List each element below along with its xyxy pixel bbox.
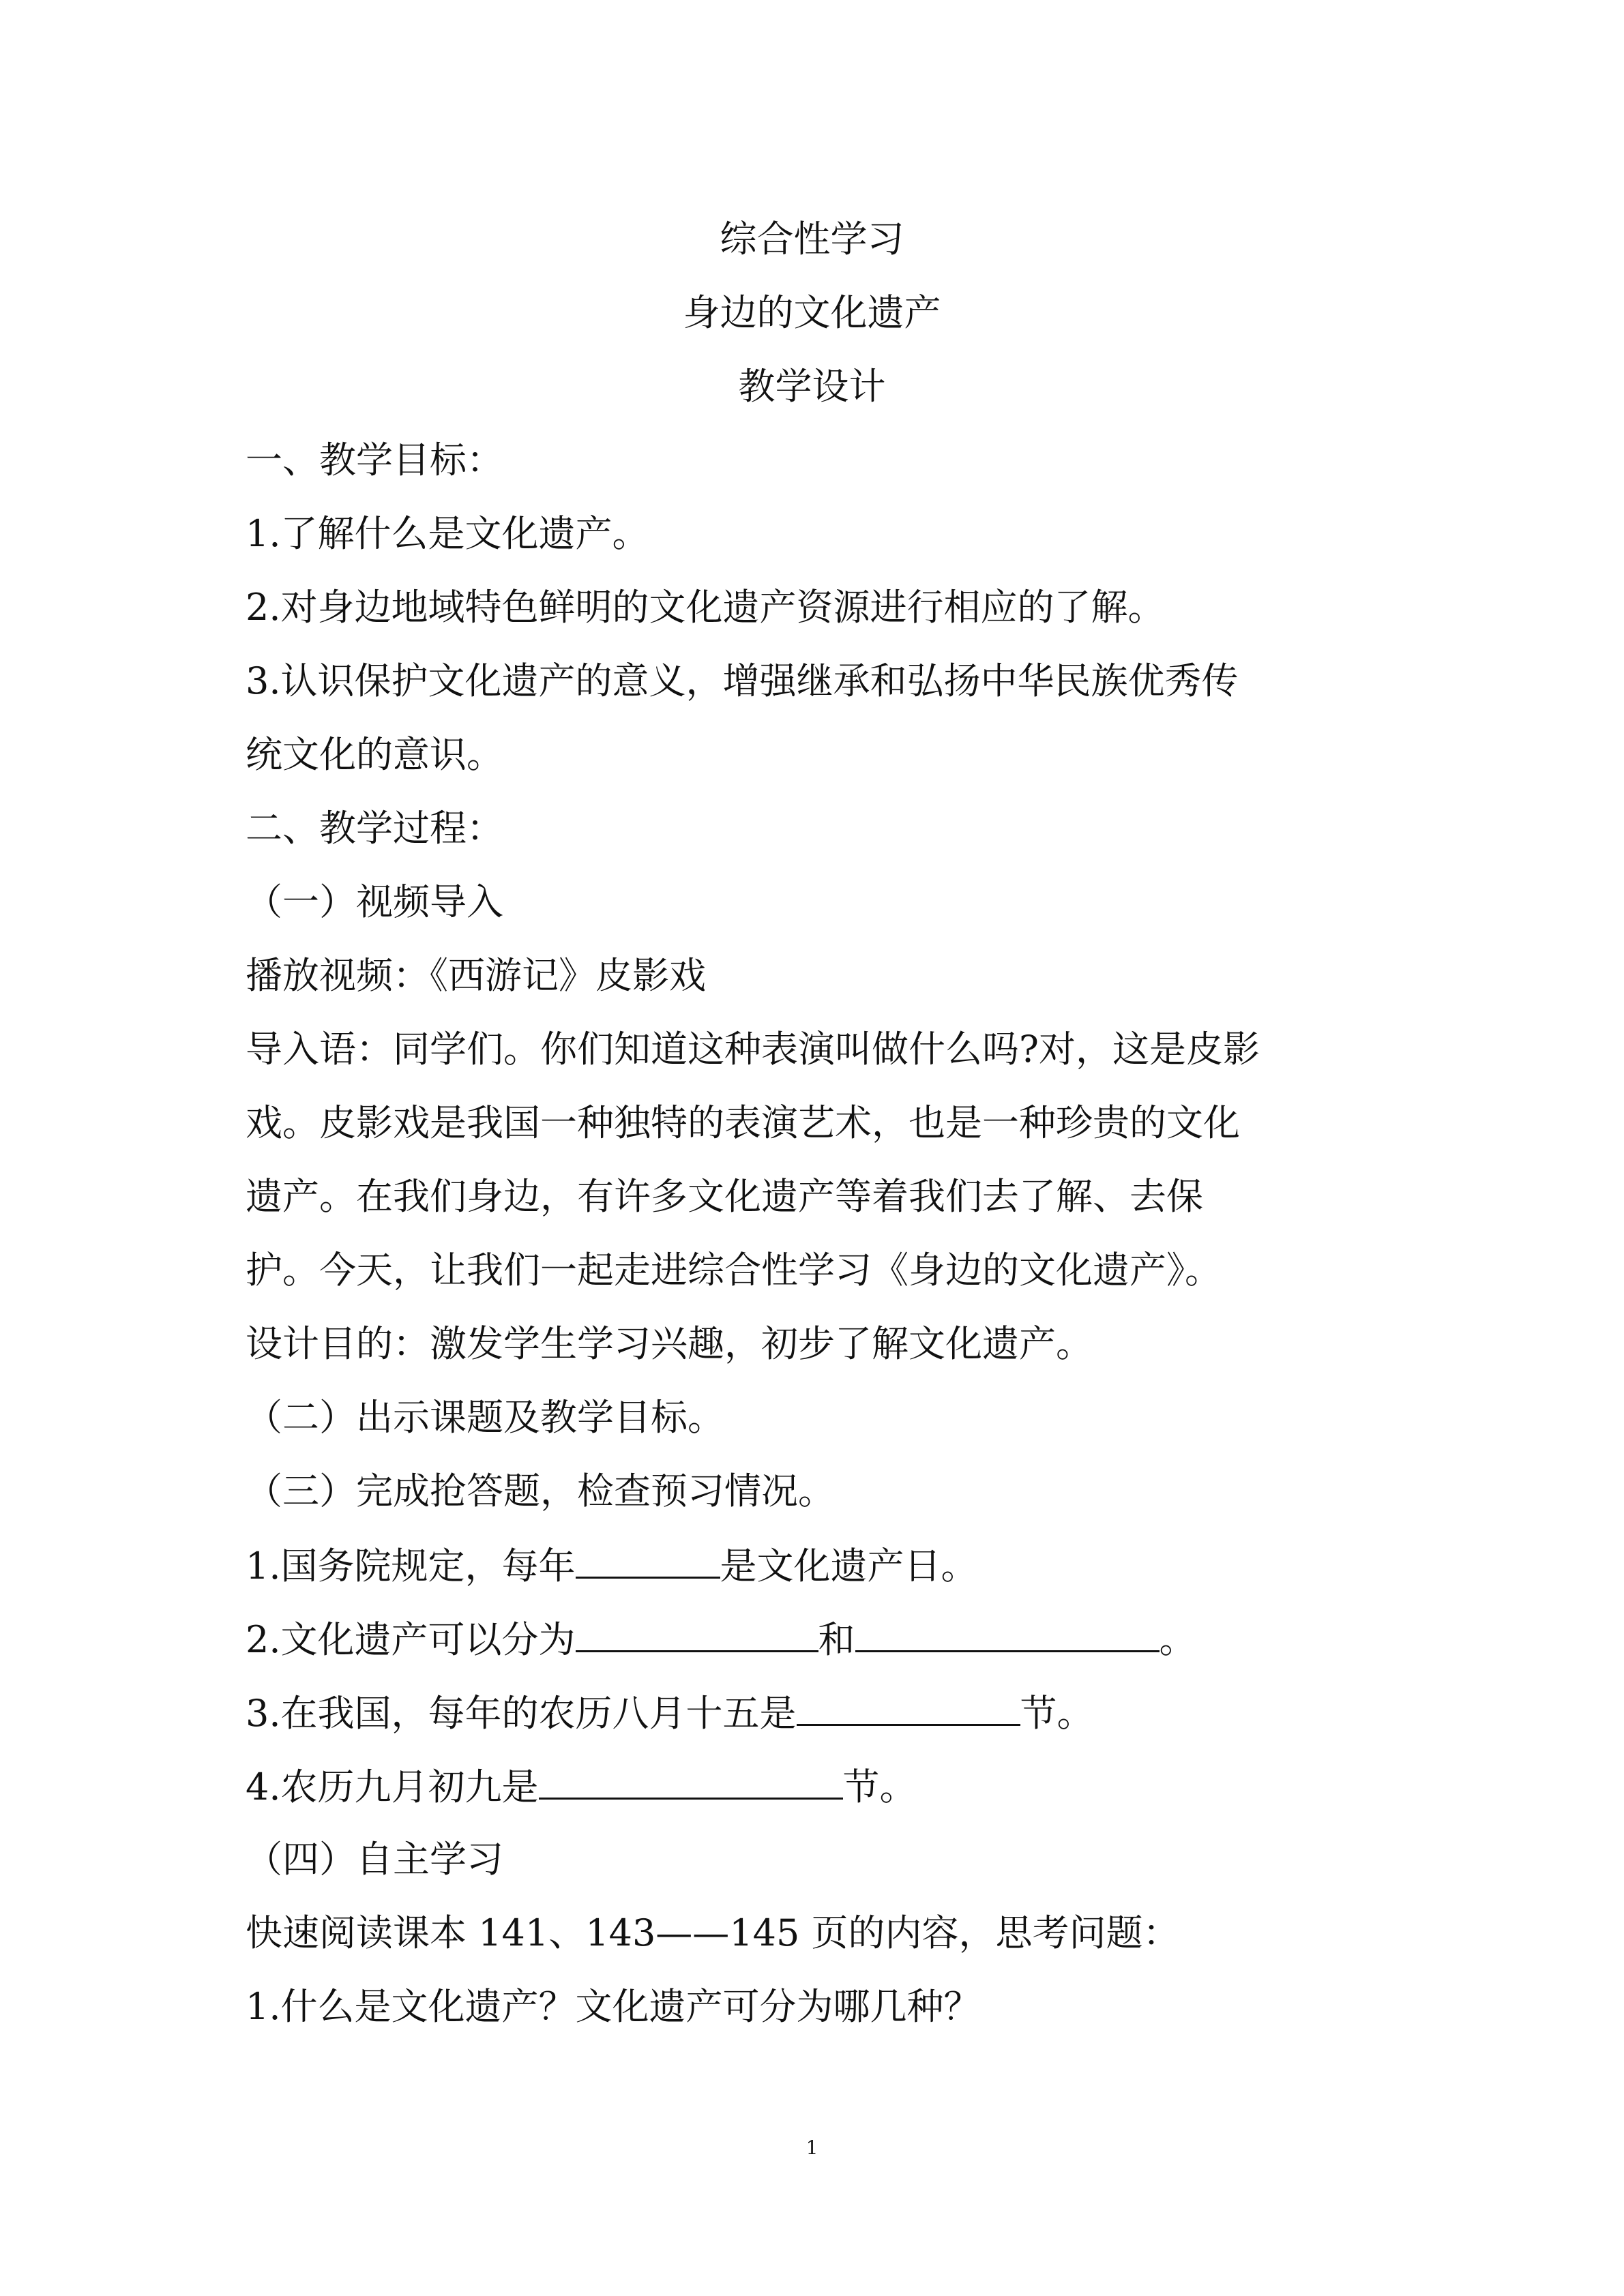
objective-3-line-1: 3.认识保护文化遗产的意义，增强继承和弘扬中华民族优秀传 bbox=[246, 659, 1239, 702]
fill-question-3-text: 3.在我国，每年的农历八月十五是 bbox=[246, 1692, 797, 1735]
objective-1: 1.了解什么是文化遗产。 bbox=[246, 512, 649, 555]
fill-question-3-tail: 节。 bbox=[1020, 1692, 1094, 1735]
objective-2: 2.对身边地域特色鲜明的文化遗产资源进行相应的了解。 bbox=[246, 586, 1165, 629]
fill-question-4 bbox=[246, 1762, 1405, 1811]
paragraph-intro-line-3: 遗产。在我们身边，有许多文化遗产等着我们去了解、去保 bbox=[246, 1175, 1203, 1218]
document-title-2: 身边的文化遗产 bbox=[683, 291, 941, 334]
fill-question-2-text: 2.文化遗产可以分为 bbox=[246, 1618, 576, 1661]
answer-blank-2a bbox=[576, 1615, 818, 1652]
answer-blank-1 bbox=[576, 1541, 720, 1579]
objective-3-line-2: 统文化的意识。 bbox=[246, 733, 503, 776]
study-question-1: 1.什么是文化遗产？文化遗产可分为哪几种？ bbox=[246, 1985, 981, 2028]
fill-question-1-tail: 是文化遗产日。 bbox=[720, 1545, 978, 1587]
section-heading-process: 二、教学过程： bbox=[246, 807, 503, 850]
subsection-video-intro: （一）视频导入 bbox=[246, 880, 503, 923]
fill-question-1-text: 1.国务院规定，每年 bbox=[246, 1545, 576, 1587]
fill-question-2 bbox=[246, 1615, 1405, 1664]
page-number: 1 bbox=[806, 2136, 818, 2159]
document-title-3: 教学设计 bbox=[738, 365, 886, 408]
fill-question-4-tail: 节。 bbox=[842, 1765, 917, 1808]
section-heading-objectives: 一、教学目标： bbox=[246, 438, 503, 481]
fill-question-2-tail: 。 bbox=[1159, 1618, 1196, 1661]
paragraph-design-purpose: 设计目的：激发学生学习兴趣，初步了解文化遗产。 bbox=[246, 1322, 1093, 1365]
fill-question-4-text: 4.农历九月初九是 bbox=[246, 1765, 539, 1808]
subsection-self-study: （四）自主学习 bbox=[246, 1838, 503, 1881]
subsection-quiz: （三）完成抢答题，检查预习情况。 bbox=[246, 1470, 835, 1512]
paragraph-reading-task: 快速阅读课本 141、143——145 页的内容，思考问题： bbox=[246, 1911, 1180, 1954]
fill-question-3 bbox=[246, 1688, 1405, 1738]
subsection-show-topic: （二）出示课题及教学目标。 bbox=[246, 1396, 724, 1439]
answer-blank-3 bbox=[797, 1688, 1020, 1726]
paragraph-intro-line-1: 导入语：同学们。你们知道这种表演叫做什么吗?对，这是皮影 bbox=[246, 1028, 1260, 1071]
fill-question-2-middle: 和 bbox=[818, 1618, 855, 1661]
paragraph-intro-line-2: 戏。皮影戏是我国一种独特的表演艺术，也是一种珍贵的文化 bbox=[246, 1101, 1240, 1144]
document-title-1: 综合性学习 bbox=[720, 218, 904, 260]
paragraph-play-video: 播放视频：《西游记》皮影戏 bbox=[246, 954, 706, 997]
paragraph-intro-line-4: 护。今天，让我们一起走进综合性学习《身边的文化遗产》。 bbox=[246, 1249, 1222, 1292]
answer-blank-2b bbox=[855, 1615, 1160, 1652]
answer-blank-4 bbox=[539, 1762, 843, 1800]
fill-question-1 bbox=[246, 1541, 1405, 1590]
